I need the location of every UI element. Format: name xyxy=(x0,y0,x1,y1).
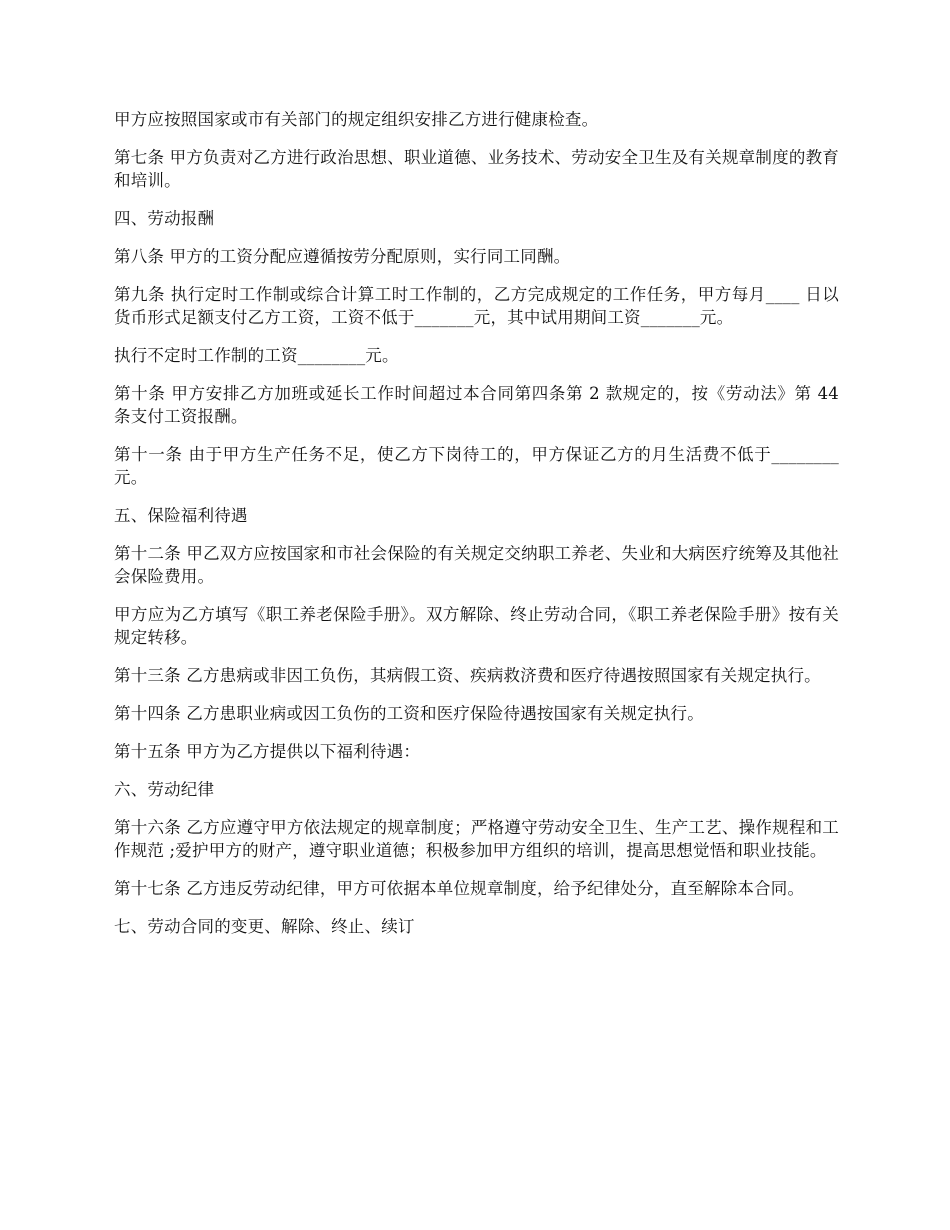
section-heading-contract-changes: 七、劳动合同的变更、解除、终止、续订 xyxy=(114,917,415,936)
paragraph-article-8: 第八条 甲方的工资分配应遵循按劳分配原则，实行同工同酬。 xyxy=(114,247,571,266)
section-heading-discipline: 六、劳动纪律 xyxy=(114,780,215,799)
paragraph-article-14: 第十四条 乙方患职业病或因工负伤的工资和医疗保险待遇按国家有关规定执行。 xyxy=(114,704,704,723)
paragraph-article-13: 第十三条 乙方患病或非因工负伤，其病假工资、疾病救济费和医疗待遇按照国家有关规定执行。 xyxy=(114,666,821,685)
paragraph-article-9: 第九条 执行定时工作制或综合计算工时工作制的，乙方完成规定的工作任务，甲方每月____ 日以货币形式足额支付乙方工资，工资不低于_______元，其中试用期间工资_______元。 xyxy=(114,285,839,327)
paragraph-pension-handbook: 甲方应为乙方填写《职工养老保险手册》。双方解除、终止劳动合同，《职工养老保险手册》按有关规定转移。 xyxy=(114,605,839,647)
document-page xyxy=(114,108,845,953)
section-heading-remuneration: 四、劳动报酬 xyxy=(114,209,215,228)
paragraph-article-17: 第十七条 乙方违反劳动纪律，甲方可依据本单位规章制度，给予纪律处分，直至解除本合同。 xyxy=(114,879,805,898)
paragraph-article-12: 第十二条 甲乙双方应按国家和市社会保险的有关规定交纳职工养老、失业和大病医疗统筹及其他社会保险费用。 xyxy=(114,544,839,586)
paragraph-article-11: 第十一条 由于甲方生产任务不足，使乙方下岗待工的，甲方保证乙方的月生活费不低于________元。 xyxy=(114,445,839,487)
paragraph-article-10: 第十条 甲方安排乙方加班或延长工作时间超过本合同第四条第 2 款规定的，按《劳动法》第 44 条支付工资报酬。 xyxy=(114,384,845,426)
paragraph-health-check: 甲方应按照国家或市有关部门的规定组织安排乙方进行健康检查。 xyxy=(114,110,599,129)
paragraph-article-15: 第十五条 甲方为乙方提供以下福利待遇： xyxy=(114,742,421,761)
paragraph-article-16: 第十六条 乙方应遵守甲方依法规定的规章制度；严格遵守劳动安全卫生、生产工艺、操作规程和工作规范 ;爱护甲方的财产，遵守职业道德；积极参加甲方组织的培训，提高思想觉悟和职业技能。 xyxy=(114,818,839,860)
paragraph-article-7: 第七条 甲方负责对乙方进行政治思想、职业道德、业务技术、劳动安全卫生及有关规章制度的教育和培训。 xyxy=(114,148,839,190)
section-heading-insurance: 五、保险福利待遇 xyxy=(114,506,248,525)
paragraph-irregular-hours-wage: 执行不定时工作制的工资________元。 xyxy=(114,346,399,365)
